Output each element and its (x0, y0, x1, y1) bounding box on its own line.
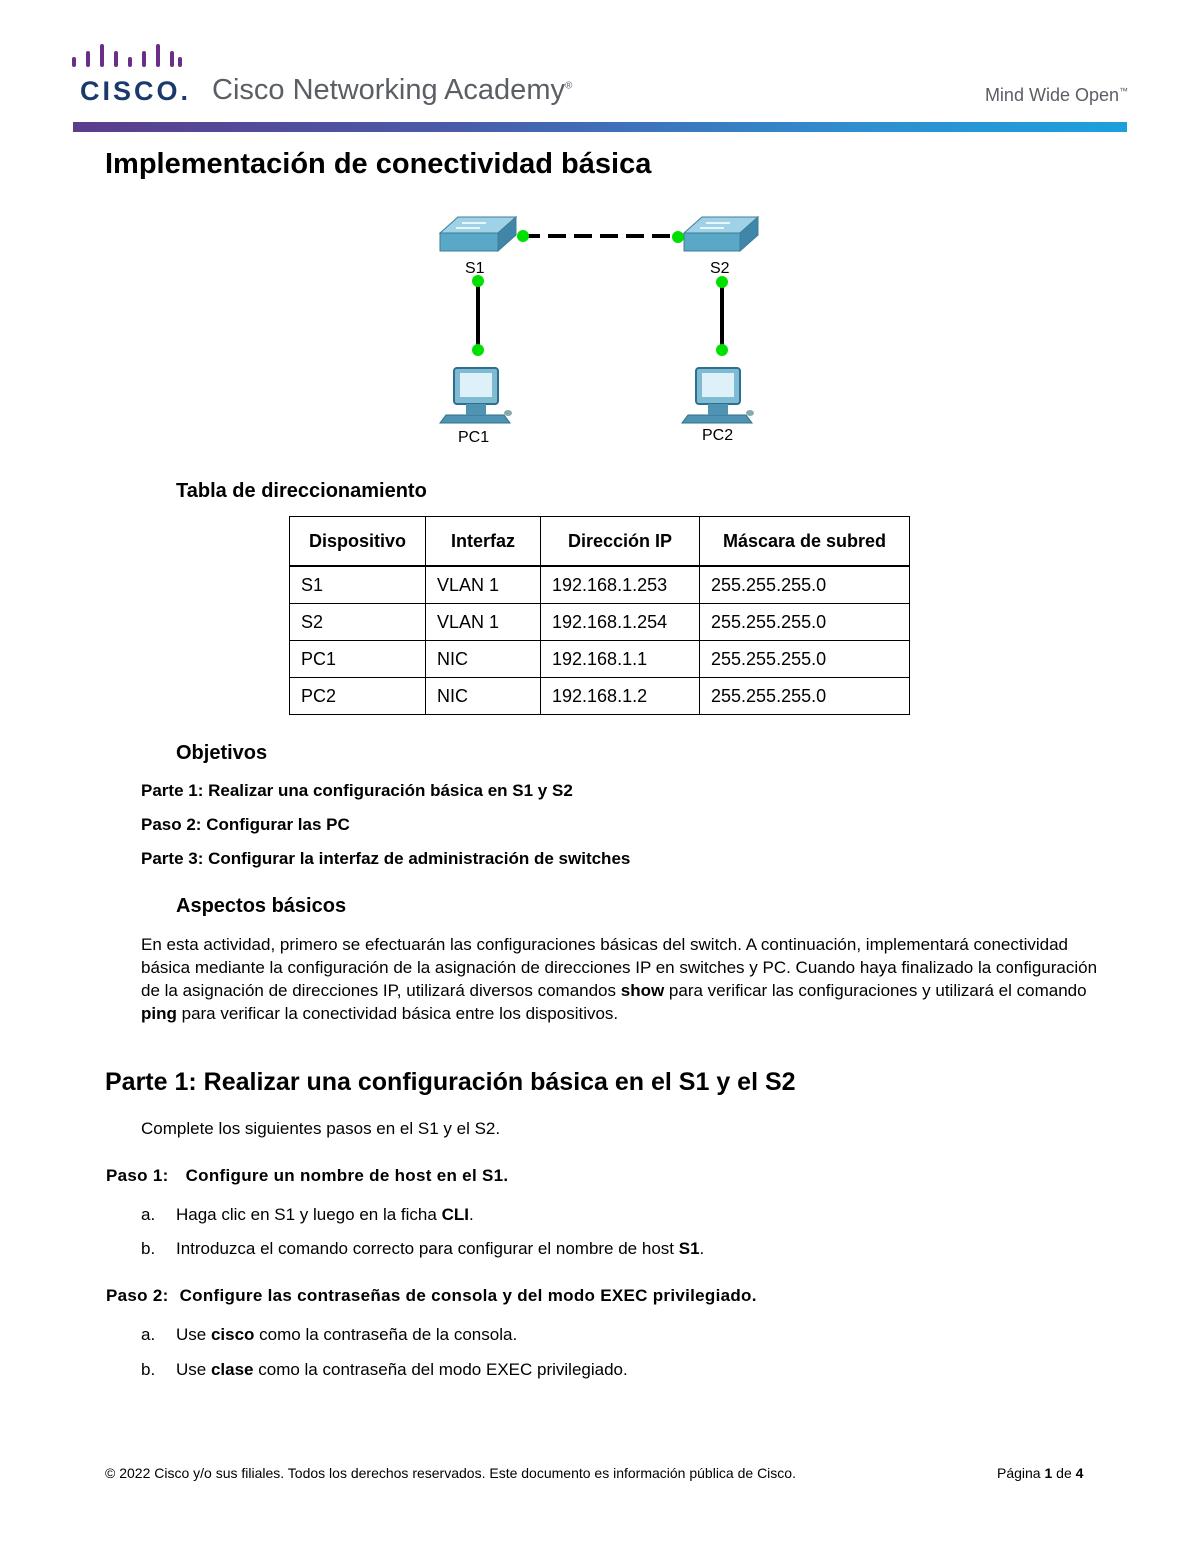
step1-label: Paso 1: (106, 1166, 169, 1185)
label-s1: S1 (465, 260, 485, 277)
cell-ip: 192.168.1.2 (541, 678, 700, 715)
cell-device: PC1 (290, 641, 426, 678)
item-text: Haga clic en S1 y luego en la ficha (176, 1205, 442, 1224)
tagline-text: Mind Wide Open (984, 85, 1119, 105)
cisco-logo-bars (72, 44, 182, 74)
col-device: Dispositivo (290, 517, 426, 567)
page-label: Página (997, 1465, 1045, 1481)
table-row (290, 604, 910, 641)
switch-s1-icon (440, 217, 516, 251)
part1-heading: Parte 1: Realizar una configuración básica en el S1 y el S2 (105, 1068, 796, 1096)
item-bold: clase (210, 1360, 254, 1379)
page-num: 1 (1044, 1465, 1053, 1481)
item-text: como la contraseña de la consola. (254, 1325, 518, 1344)
table-header-row (290, 517, 910, 567)
cell-device: PC2 (290, 678, 426, 715)
item-label: a. (141, 1325, 156, 1344)
objectives-heading: Objetivos (176, 742, 268, 764)
cell-device: S1 (290, 566, 426, 604)
item-text: Introduzca el comando correcto para configurar el nombre de host (176, 1239, 679, 1258)
background-text-3: para verificar la conectividad básica entre los dispositivos. (176, 1004, 619, 1023)
step2-heading (106, 1286, 757, 1306)
background-heading: Aspectos básicos (176, 895, 347, 917)
topology-diagram (420, 205, 780, 455)
item-bold: S1 (678, 1239, 700, 1258)
footer-copyright: © 2022 Cisco y/o sus filiales. Todos los derechos reservados. Este documento es información pública de Cisco. (105, 1465, 796, 1481)
cmd-ping: ping (141, 1004, 177, 1023)
cell-mask: 255.255.255.0 (700, 566, 910, 604)
col-interface: Interfaz (426, 517, 541, 567)
objective-item: Parte 3: Configurar la interfaz de administración de switches (141, 849, 631, 868)
item-label: b. (141, 1360, 156, 1379)
step2-label: Paso 2: (106, 1286, 169, 1305)
objective-item: Paso 2: Configurar las PC (141, 815, 350, 834)
item-pre: Use (176, 1325, 211, 1344)
cell-ip: 192.168.1.1 (541, 641, 700, 678)
list-item (141, 1239, 704, 1259)
label-s2: S2 (710, 260, 730, 277)
part1-intro: Complete los siguientes pasos en el S1 y el S2. (141, 1119, 501, 1138)
cell-mask: 255.255.255.0 (700, 641, 910, 678)
tagline (985, 85, 1128, 106)
addressing-heading: Tabla de direccionamiento (176, 480, 427, 502)
brand-gradient-bar (73, 122, 1127, 132)
list-item (141, 1325, 517, 1345)
switch-s2-icon (684, 217, 758, 251)
background-paragraph (141, 933, 1101, 1025)
pc2-icon (682, 368, 754, 423)
item-label: a. (141, 1205, 156, 1224)
cell-mask: 255.255.255.0 (700, 604, 910, 641)
cell-ip: 192.168.1.254 (541, 604, 700, 641)
table-row (290, 641, 910, 678)
academy-title (212, 74, 572, 107)
list-item (141, 1360, 628, 1380)
academy-title-mark: ® (564, 80, 573, 92)
cell-device: S2 (290, 604, 426, 641)
item-end: . (468, 1205, 474, 1224)
cell-mask: 255.255.255.0 (700, 678, 910, 715)
academy-title-text: Cisco Networking Academy (212, 74, 565, 106)
cell-ip: 192.168.1.253 (541, 566, 700, 604)
tagline-mark: ™ (1119, 86, 1128, 96)
cell-interface: NIC (426, 678, 541, 715)
item-pre: Use (176, 1360, 211, 1379)
item-end: . (699, 1239, 705, 1258)
objective-item: Parte 1: Realizar una configuración básica en S1 y S2 (141, 781, 573, 800)
label-pc1: PC1 (458, 429, 490, 446)
addressing-table (289, 516, 910, 715)
item-bold: cisco (210, 1325, 255, 1344)
background-text-1: En esta actividad, primero se efectuarán las configuraciones básicas del switch. A continuación, implementará conectividad básica mediante la configuración de la asignación de direcciones IP en switches y PC. Cuando haya finalizado la configuración de la asignación de direcciones IP, utilizará diversos comandos (141, 935, 1098, 1000)
item-bold: CLI (441, 1205, 469, 1224)
col-mask: Máscara de subred (700, 517, 910, 567)
footer-page-number (997, 1465, 1083, 1481)
step1-title: Configure un nombre de host en el S1. (185, 1166, 509, 1185)
background-text-2: para verificar las configuraciones y utilizará el comando (664, 981, 1087, 1000)
item-label: b. (141, 1239, 156, 1258)
page-total: 4 (1075, 1465, 1084, 1481)
cell-interface: NIC (426, 641, 541, 678)
label-pc2: PC2 (702, 427, 734, 444)
cell-interface: VLAN 1 (426, 566, 541, 604)
step1-heading (106, 1166, 508, 1186)
item-text: como la contraseña del modo EXEC privilegiado. (253, 1360, 628, 1379)
pc1-icon (440, 368, 512, 423)
table-row (290, 566, 910, 604)
col-ip: Dirección IP (541, 517, 700, 567)
cmd-show: show (620, 981, 665, 1000)
cisco-logo-wordmark: CISCO. (80, 76, 192, 106)
list-item (141, 1205, 474, 1225)
page-title: Implementación de conectividad básica (105, 148, 652, 180)
cell-interface: VLAN 1 (426, 604, 541, 641)
page-of: de (1052, 1465, 1076, 1481)
table-row (290, 678, 910, 715)
step2-title: Configure las contraseñas de consola y del modo EXEC privilegiado. (179, 1286, 757, 1305)
